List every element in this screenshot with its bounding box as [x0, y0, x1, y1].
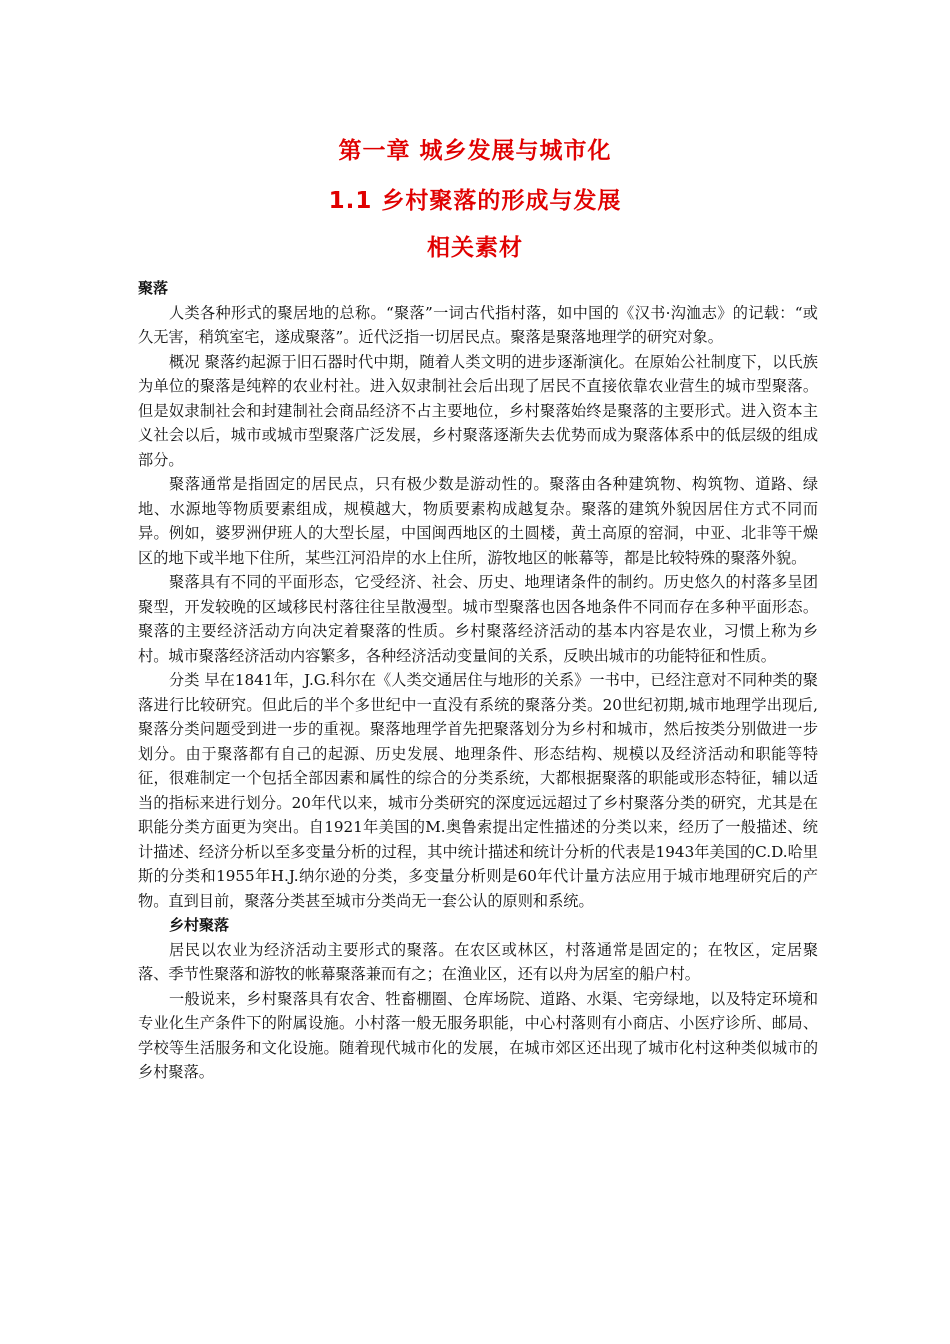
section-heading-settlement: 聚落: [138, 279, 169, 297]
chapter-title: 第一章 城乡发展与城市化: [338, 138, 612, 164]
paragraph: 聚落通常是指固定的居民点，只有极少数是游动性的。聚落由各种建筑物、构筑物、道路、绿地、水源地等物质要素组成，规模越大，物质要素构成越复杂。聚落的建筑外貌因居住方式不同而异。例如，婆罗洲伊班人的大型长屋，中国闽西地区的土圆楼，黄土高原的窑洞，中亚、北非等干燥区的地下或半地下住所，某些江河沿岸的水上住所，游牧地区的帐幕等，都是比较特殊的聚落外貌。: [138, 475, 818, 567]
paragraph: 一般说来，乡村聚落具有农舍、牲畜棚圈、仓库场院、道路、水渠、宅旁绿地，以及特定环境和专业化生产条件下的附属设施。小村落一般无服务职能，中心村落则有小商店、小医疗诊所、邮局、学校等生活服务和文化设施。随着现代城市化的发展，在城市郊区还出现了城市化村这种类似城市的乡村聚落。: [138, 989, 818, 1081]
document-body: [138, 276, 818, 1085]
paragraph: 人类各种形式的聚居地的总称。“聚落”一词古代指村落，如中国的《汉书·沟洫志》的记载：“或久无害，稍筑室宅，遂成聚落”。近代泛指一切居民点。聚落是聚落地理学的研究对象。: [138, 303, 818, 346]
paragraph: 分类 早在1841年，J.G.科尔在《人类交通居住与地形的关系》一书中，已经注意对不同种类的聚落进行比较研究。但此后的半个多世纪中一直没有系统的聚落分类。20世纪初期,城市地理学出现后,聚落分类问题受到进一步的重视。聚落地理学首先把聚落划分为乡村和城市，然后按类分别做进一步划分。由于聚落都有自己的起源、历史发展、地理条件、形态结构、规模以及经济活动和职能等特征，很难制定一个包括全部因素和属性的综合的分类系统，大都根据聚落的职能或形态特征，辅以适当的指标来进行划分。20年代以来，城市分类研究的深度远远超过了乡村聚落分类的研究，尤其是在职能分类方面更为突出。自1921年美国的M.奥鲁索提出定性描述的分类以来，经历了一般描述、统计描述、经济分析以至多变量分析的过程，其中统计描述和统计分析的代表是1943年美国的C.D.哈里斯的分类和1955年H.J.纳尔逊的分类，多变量分析则是60年代计量方法应用于城市地理研究后的产物。直到目前，聚落分类甚至城市分类尚无一套公认的原则和系统。: [138, 671, 818, 910]
paragraph: 概况 聚落约起源于旧石器时代中期，随着人类文明的进步逐渐演化。在原始公社制度下，以氏族为单位的聚落是纯粹的农业村社。进入奴隶制社会后出现了居民不直接依靠农业营生的城市型聚落。但是奴隶制社会和封建制社会商品经济不占主要地位，乡村聚落始终是聚落的主要形式。进入资本主义社会以后，城市或城市型聚落广泛发展，乡村聚落逐渐失去优势而成为聚落体系中的低层级的组成部分。: [138, 352, 818, 469]
paragraph: 聚落具有不同的平面形态，它受经济、社会、历史、地理诸条件的制约。历史悠久的村落多呈团聚型，开发较晚的区域移民村落往往呈散漫型。城市型聚落也因各地条件不同而存在多种平面形态。聚落的主要经济活动方向决定着聚落的性质。乡村聚落经济活动的基本内容是农业，习惯上称为乡村。城市聚落经济活动内容繁多，各种经济活动变量间的关系，反映出城市的功能特征和性质。: [138, 573, 818, 665]
section-title: 1.1 乡村聚落的形成与发展: [328, 188, 622, 214]
section-heading-rural-settlement: 乡村聚落: [169, 916, 230, 934]
paragraph: 居民以农业为经济活动主要形式的聚落。在农区或林区，村落通常是固定的；在牧区，定居聚落、季节性聚落和游牧的帐幕聚落兼而有之；在渔业区，还有以舟为居室的船户村。: [138, 940, 818, 983]
subtitle: 相关素材: [427, 235, 523, 261]
